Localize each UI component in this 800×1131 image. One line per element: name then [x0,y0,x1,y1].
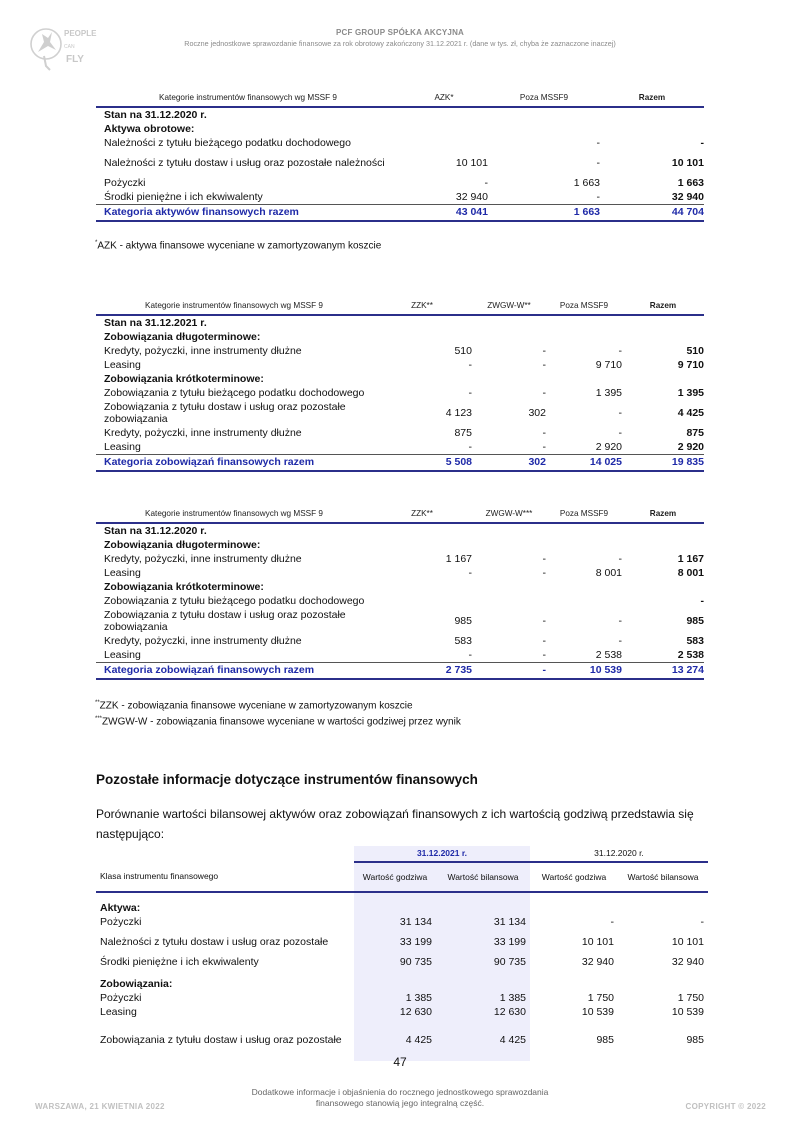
cell-outside: 1 395 [595,386,622,399]
cell-fair-2020: - [610,915,614,928]
cell-total: 32 940 [600,190,704,205]
cell-zzk: 510 [454,344,472,357]
total-row [96,455,704,472]
col-header-outside-ifrs9: Poza MSSF9 [546,296,622,315]
section-label: Zobowiązania długoterminowe: [104,538,261,551]
footer-copyright: COPYRIGHT © 2022 [685,1102,766,1111]
report-subtitle: Roczne jednostkowe sprawozdanie finansowe za rok obrotowy zakończony 31.12.2021 r. (dane w tys. zł, chyba że zaznaczone inaczej) [184,39,616,48]
cell-outside: - [618,426,622,439]
liabilities-category-table-2020 [96,504,704,680]
cell-total: - [700,594,704,607]
col-header-outside-ifrs9: Poza MSSF9 [546,504,622,523]
footnote-zzk: **ZZK - zobowiązania finansowe wyceniane w zamortyzowanym koszcie [95,700,413,712]
section-label: Zobowiązania krótkoterminowe: [104,372,264,385]
cell-zwgw: - [542,386,546,399]
col-header-book-2020: Wartość bilansowa [618,862,708,892]
cell-zwgw: - [472,648,546,663]
cell-azk: - [484,176,488,189]
row-label: Zobowiązania z tytułu bieżącego podatku dochodowego [104,386,365,399]
cell-total: 2 538 [622,648,704,663]
row-label: Pożyczki [100,991,142,1004]
svg-text:CAN: CAN [64,44,75,50]
col-header-category: Kategorie instrumentów finansowych wg MSSF 9 [96,88,400,107]
table-row [96,594,704,608]
cell-zzk: - [468,566,472,579]
row-label: Należności z tytułu dostaw i usług oraz pozostałe [100,936,329,948]
cell-total: 985 [686,615,704,627]
cell-zwgw: - [542,615,546,627]
row-label: Pożyczki [104,176,146,189]
cell-book-2021: 4 425 [436,1027,530,1053]
col-header-total: Razem [622,296,704,315]
cell-azk: 10 101 [455,157,488,169]
cell-total: 1 167 [677,552,704,565]
column-header-row [96,862,708,892]
col-header-zzk: ZZK** [372,504,472,523]
cell-outside: 2 538 [546,648,622,663]
cell-zzk: - [372,648,472,663]
table-row [96,991,708,1005]
footnote-azk: *AZK - aktywa finansowe wyceniane w zamortyzowanym koszcie [95,240,382,252]
row-label: Leasing [104,358,141,371]
period-label: Stan na 31.12.2021 r. [104,316,207,329]
cell-fair-2021: 12 630 [354,1005,436,1019]
footnote-zwgw: ***ZWGW-W - zobowiązania finansowe wyceniane w wartości godziwej przez wynik [95,716,461,728]
col-header-zwgw: ZWGW-W*** [472,504,546,523]
row-label: Kredyty, pożyczki, inne instrumenty dłużne [104,344,302,357]
cell-book-2021: 12 630 [436,1005,530,1019]
cell-total: 2 920 [622,440,704,455]
col-header-outside-ifrs9: Poza MSSF9 [488,88,600,107]
col-header-total: Razem [600,88,704,107]
col-header-category: Kategorie instrumentów finansowych wg MSSF 9 [96,504,372,523]
cell-outside: - [596,157,600,169]
table-row [96,955,708,969]
table-row [96,386,704,400]
row-label: Pożyczki [100,915,142,928]
cell-zwgw: - [472,440,546,455]
row-label: Kredyty, pożyczki, inne instrumenty dłużne [104,552,302,565]
row-label: Leasing [96,648,372,663]
cell-azk [400,136,488,150]
table-row [96,344,704,358]
row-label: Kredyty, pożyczki, inne instrumenty dłużne [104,634,302,647]
total-outside: 1 663 [488,205,600,222]
cell-outside: 2 920 [546,440,622,455]
table-row [96,1027,708,1053]
row-label: Zobowiązania z tytułu dostaw i usług oraz pozostałe zobowiązania [104,401,346,425]
row-label: Kredyty, pożyczki, inne instrumenty dłużne [104,426,302,439]
cell-zzk: - [372,440,472,455]
cell-book-2020: 32 940 [671,955,704,968]
total-sum: 19 835 [622,455,704,472]
cell-zwgw: 302 [528,407,546,419]
table-header [96,88,704,107]
row-label: Środki pieniężne i ich ekwiwalenty [96,190,400,205]
cell-outside: - [618,634,622,647]
table-row [96,400,704,426]
cell-fair-2021: 31 134 [354,915,436,929]
cell-zzk: - [468,386,472,399]
cell-outside: 1 663 [573,176,600,189]
table-row [96,634,704,648]
cell-zzk: 875 [454,426,472,439]
cell-fair-2020: 10 101 [581,936,614,948]
cell-book-2021: 31 134 [436,915,530,929]
section-label: Zobowiązania krótkoterminowe: [104,580,264,593]
cell-fair-2020: 32 940 [581,955,614,968]
cell-azk: 32 940 [400,190,488,205]
cell-zzk: 4 123 [445,407,472,419]
page-number: 47 [393,1055,407,1069]
total-row [96,663,704,680]
table-header [96,296,704,315]
col-header-total: Razem [622,504,704,523]
total-outside: 14 025 [546,455,622,472]
company-name: PCF GROUP SPÓŁKA AKCYJNA [335,28,465,37]
col-header-category: Kategorie instrumentów finansowych wg MSSF 9 [96,296,372,315]
cell-outside: - [596,136,600,149]
cell-book-2020: 1 750 [677,991,704,1004]
table-row [96,1005,708,1019]
footer-date: WARSZAWA, 21 KWIETNIA 2022 [35,1102,165,1111]
table-row [96,915,708,929]
cell-total: 875 [686,426,704,439]
cell-zwgw [472,594,546,608]
cell-book-2020: 985 [686,1034,704,1046]
cell-zwgw: - [542,426,546,439]
period-header-row [96,846,708,862]
row-label: Zobowiązania z tytułu bieżącego podatku dochodowego [104,594,365,607]
section-heading: Pozostałe informacje dotyczące instrumentów finansowych [96,772,478,787]
table-row [96,648,704,663]
col-header-fair-2021: Wartość godziwa [354,862,436,892]
table-row [96,426,704,440]
svg-text:PEOPLE: PEOPLE [64,29,97,38]
period-2021: 31.12.2021 r. [354,846,530,862]
col-header-fair-2020: Wartość godziwa [530,862,618,892]
col-header-book-2021: Wartość bilansowa [436,862,530,892]
cell-book-2021: 1 385 [436,991,530,1005]
row-label: Leasing [100,1005,137,1018]
table-row [96,150,704,176]
cell-zwgw: - [542,634,546,647]
row-label: Leasing [96,440,372,455]
row-label: Zobowiązania z tytułu dostaw i usług oraz pozostałe zobowiązania [104,609,346,633]
cell-total: 583 [686,634,704,647]
cell-total: - [700,136,704,149]
cell-total: 1 395 [677,386,704,399]
cell-fair-2020: 1 750 [587,991,614,1004]
total-row [96,205,704,222]
col-header-zwgw: ZWGW-W** [472,296,546,315]
cell-outside: 8 001 [595,566,622,579]
liabilities-category-table-2021 [96,296,704,472]
cell-fair-2021: 90 735 [354,955,436,969]
cell-fair-2020: 985 [596,1034,614,1046]
cell-book-2021: 33 199 [436,929,530,955]
table-row [96,929,708,955]
cell-outside [546,594,622,608]
cell-zzk [372,594,472,608]
row-label: Zobowiązania z tytułu dostaw i usług oraz pozostałe [100,1034,342,1046]
cell-outside: - [618,552,622,565]
cell-zwgw: - [542,566,546,579]
cell-zzk: 1 167 [445,552,472,565]
svg-text:FLY: FLY [66,54,84,65]
cell-zwgw: - [542,344,546,357]
total-outside: 10 539 [546,663,622,680]
cell-outside: - [618,344,622,357]
cell-book-2020: 10 101 [671,936,704,948]
period-label: Stan na 31.12.2020 r. [104,108,207,121]
table-row [96,190,704,205]
cell-zwgw: - [542,358,546,371]
period-2020: 31.12.2020 r. [530,846,708,862]
total-zwgw: - [472,663,546,680]
row-label: Należności z tytułu bieżącego podatku dochodowego [104,136,351,149]
cell-outside: - [618,407,622,419]
section-label: Aktywa obrotowe: [104,122,195,135]
fair-value-table [96,846,708,1061]
table-row [96,552,704,566]
table-row [96,440,704,455]
cell-outside: 9 710 [595,358,622,371]
table-row [96,566,704,580]
table-header [96,504,704,523]
col-header-azk: AZK* [400,88,488,107]
total-label: Kategoria zobowiązań finansowych razem [96,455,372,472]
row-label: Leasing [104,566,141,579]
table-row [96,608,704,634]
cell-fair-2021: 4 425 [354,1027,436,1053]
cell-fair-2021: 1 385 [354,991,436,1005]
total-zwgw: 302 [472,455,546,472]
table-row [96,358,704,372]
col-header-class: Klasa instrumentu finansowego [96,862,354,892]
row-label: Należności z tytułu dostaw i usług oraz pozostałe należności [104,157,385,169]
cell-book-2020: 10 539 [671,1005,704,1018]
cell-book-2021: 90 735 [436,955,530,969]
section-label: Zobowiązania długoterminowe: [104,330,261,343]
cell-total: 510 [686,344,704,357]
cell-book-2020: - [700,915,704,928]
cell-total: 4 425 [677,407,704,419]
total-zzk: 5 508 [372,455,472,472]
total-zzk: 2 735 [372,663,472,680]
total-label: Kategoria zobowiązań finansowych razem [96,663,372,680]
cell-outside: - [488,190,600,205]
total-sum: 44 704 [600,205,704,222]
row-label: Środki pieniężne i ich ekwiwalenty [100,955,259,968]
total-sum: 13 274 [622,663,704,680]
col-header-zzk: ZZK** [372,296,472,315]
cell-total: 9 710 [677,358,704,371]
total-label: Kategoria aktywów finansowych razem [96,205,400,222]
cell-zzk: 583 [454,634,472,647]
table-row [96,136,704,150]
section-label: Aktywa: [100,901,141,914]
cell-zzk: 985 [454,615,472,627]
cell-zzk: - [468,358,472,371]
cell-total: 10 101 [671,157,704,169]
cell-outside: - [618,615,622,627]
footer-note: Dodatkowe informacje i objaśnienia do rocznego jednostkowego sprawozdania finansowego stanowią jego integralną część. [251,1087,549,1108]
assets-category-table-2020 [96,88,704,222]
cell-zwgw: - [542,552,546,565]
period-label: Stan na 31.12.2020 r. [104,524,207,537]
cell-fair-2020: 10 539 [581,1005,614,1018]
table-row [96,176,704,190]
cell-fair-2021: 33 199 [354,929,436,955]
cell-total: 8 001 [677,566,704,579]
section-label: Zobowiązania: [100,977,173,990]
section-paragraph: Porównanie wartości bilansowej aktywów oraz zobowiązań finansowych z ich wartością godziwą przedstawia się następująco: [96,807,694,841]
total-azk: 43 041 [400,205,488,222]
cell-total: 1 663 [677,176,704,189]
